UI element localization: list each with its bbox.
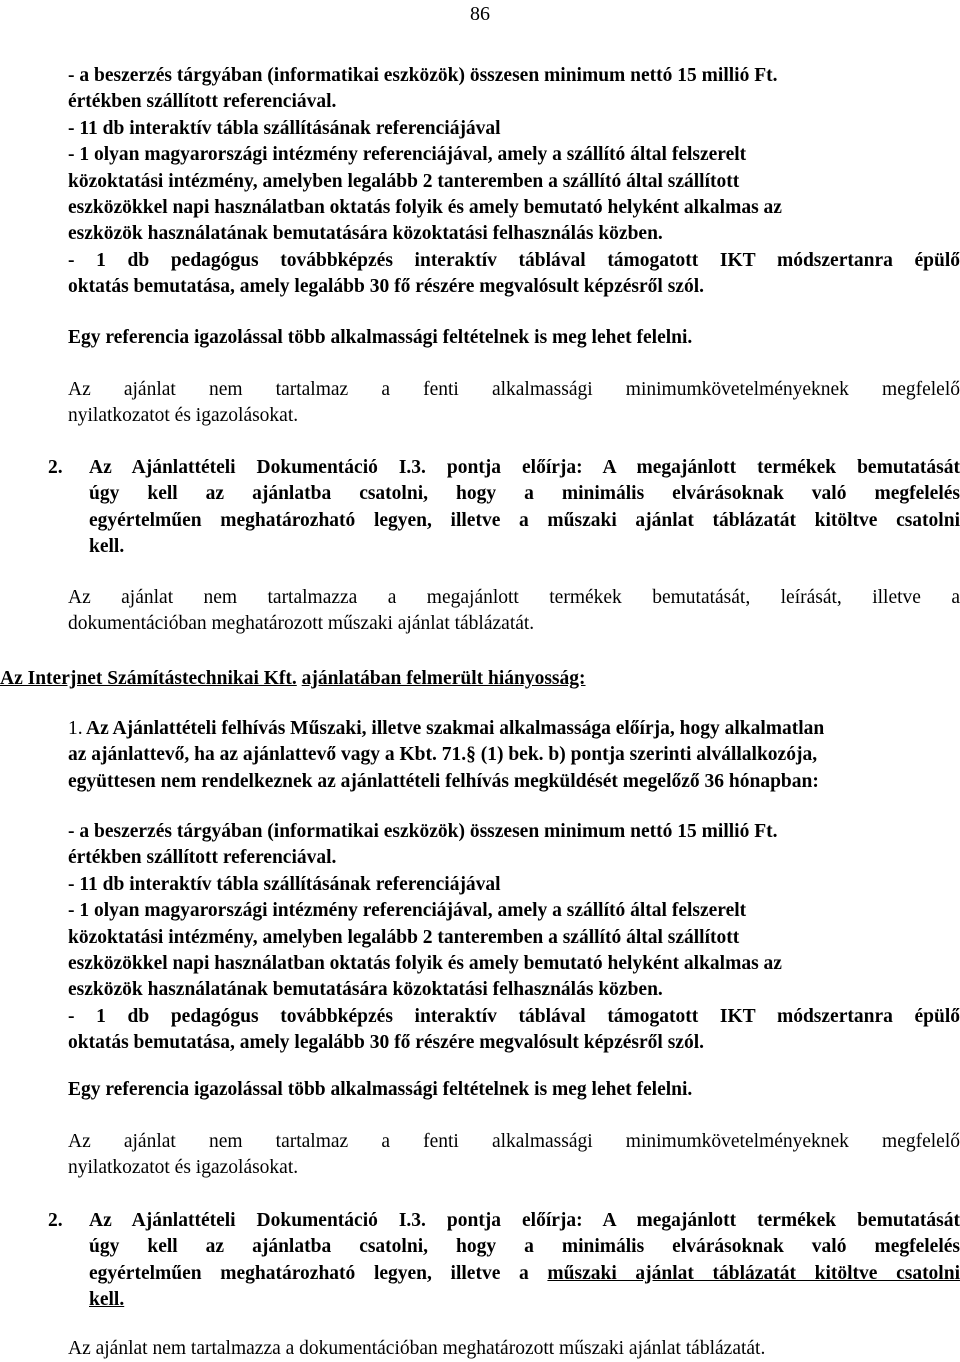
list-line: - 1 db pedagógus továbbképzés interaktív táblával támogatott IKT módszertanra épülő xyxy=(68,1005,960,1027)
item-line: együttesen nem rendelkeznek az ajánlattételi felhívás megküldését megelőző 36 hónapban: xyxy=(68,770,819,792)
company-name: Az Interjnet Számítástechnikai Kft. xyxy=(0,668,297,689)
list-line: - 11 db interaktív tábla szállításának referenciájával xyxy=(68,117,501,139)
page-number: 86 xyxy=(470,3,490,25)
item-line: Az Ajánlattételi Dokumentáció I.3. pontja előírja: A megajánlott termékek bemutatását xyxy=(89,1210,960,1231)
company-heading xyxy=(0,666,586,692)
list-line: - 1 olyan magyarországi intézmény referenciájával, amely a szállító által felszerelt xyxy=(68,900,747,922)
list-line: eszközök használatának bemutatására közoktatási felhasználás közben. xyxy=(68,223,663,245)
list-line: közoktatási intézmény, amelyben legalább 2 tanteremben a szállító által szállított xyxy=(68,170,740,192)
missing-statement-3 xyxy=(68,1129,960,1182)
list-line: értékben szállított referenciával. xyxy=(68,847,337,869)
missing-line: Az ajánlat nem tartalmazza a megajánlott termékek bemutatását, leírását, illetve a xyxy=(68,587,960,608)
heading-text: ajánlatában felmerült hiányosság: xyxy=(301,668,586,689)
list-line: oktatás bemutatása, amely legalább 30 fő részére megvalósult képzésről szól. xyxy=(68,276,705,298)
missing-line: nyilatkozatot és igazolásokat. xyxy=(68,405,299,427)
reference-list-1 xyxy=(68,63,960,301)
item-number: 2. xyxy=(48,1210,63,1231)
list-line: értékben szállított referenciával. xyxy=(68,91,337,113)
missing-statement-1 xyxy=(68,377,960,430)
list-line: eszközökkel napi használatban oktatás folyik és amely bemutató helyként alkalmas az xyxy=(68,953,782,975)
reference-note-1: Egy referencia igazolással több alkalmassági feltételnek is meg lehet felelni. xyxy=(68,327,693,348)
item-line-plain: egyértelműen meghatározható legyen, illetve a xyxy=(89,1262,548,1284)
item-line-underlined: műszaki ajánlat táblázatát kitöltve csatolni xyxy=(547,1262,960,1284)
item-number: 1. xyxy=(68,718,83,739)
missing-line: Az ajánlat nem tartalmaz a fenti alkalmassági minimumkövetelményeknek megfelelő xyxy=(68,379,960,400)
item-number: 2. xyxy=(48,457,63,478)
list-line: eszközök használatának bemutatására közoktatási felhasználás közben. xyxy=(68,979,663,1001)
item-line xyxy=(89,1261,960,1287)
missing-line: nyilatkozatot és igazolásokat. xyxy=(68,1157,299,1179)
list-line: - 1 db pedagógus továbbképzés interaktív táblával támogatott IKT módszertanra épülő xyxy=(68,249,960,271)
item2-text-1 xyxy=(89,455,960,561)
item-line: egyértelműen meghatározható legyen, illetve a műszaki ajánlat táblázatát kitöltve csatolni xyxy=(89,509,960,531)
item1-text-2 xyxy=(68,716,960,795)
list-line: eszközökkel napi használatban oktatás folyik és amely bemutató helyként alkalmas az xyxy=(68,197,782,219)
item-line: úgy kell az ajánlatba csatolni, hogy a minimális elvárásoknak való megfelelés xyxy=(89,483,960,505)
list-line: - 1 olyan magyarországi intézmény referenciájával, amely a szállító által felszerelt xyxy=(68,144,747,166)
list-line: - 11 db interaktív tábla szállításának referenciájával xyxy=(68,873,501,895)
reference-list-2 xyxy=(68,819,960,1057)
list-line: közoktatási intézmény, amelyben legalább 2 tanteremben a szállító által szállított xyxy=(68,926,740,948)
item-line: kell. xyxy=(89,1289,125,1311)
item-line: úgy kell az ajánlatba csatolni, hogy a minimális elvárásoknak való megfelelés xyxy=(89,1236,960,1258)
item-line: Az Ajánlattételi felhívás Műszaki, illetve szakmai alkalmassága előírja, hogy alkalmatlan xyxy=(86,718,825,739)
list-line: - a beszerzés tárgyában (informatikai eszközök) összesen minimum nettó 15 millió Ft. xyxy=(68,821,778,842)
item-line: az ajánlattevő, ha az ajánlattevő vagy a Kbt. 71.§ (1) bek. b) pontja szerinti alvállalkozója, xyxy=(68,744,818,766)
missing-statement-2 xyxy=(68,585,960,638)
list-line: - a beszerzés tárgyában (informatikai eszközök) összesen minimum nettó 15 millió Ft. xyxy=(68,65,778,86)
reference-note-2: Egy referencia igazolással több alkalmassági feltételnek is meg lehet felelni. xyxy=(68,1079,693,1100)
item-line: kell. xyxy=(89,536,125,558)
item-line: Az Ajánlattételi Dokumentáció I.3. pontja előírja: A megajánlott termékek bemutatását xyxy=(89,457,960,478)
missing-line: dokumentációban meghatározott műszaki ajánlat táblázatát. xyxy=(68,613,535,635)
missing-line: Az ajánlat nem tartalmaz a fenti alkalmassági minimumkövetelményeknek megfelelő xyxy=(68,1131,960,1152)
final-statement: Az ajánlat nem tartalmazza a dokumentációban meghatározott műszaki ajánlat táblázatát. xyxy=(68,1338,766,1359)
list-line: oktatás bemutatása, amely legalább 30 fő részére megvalósult képzésről szól. xyxy=(68,1032,705,1054)
item2-text-2 xyxy=(89,1208,960,1314)
